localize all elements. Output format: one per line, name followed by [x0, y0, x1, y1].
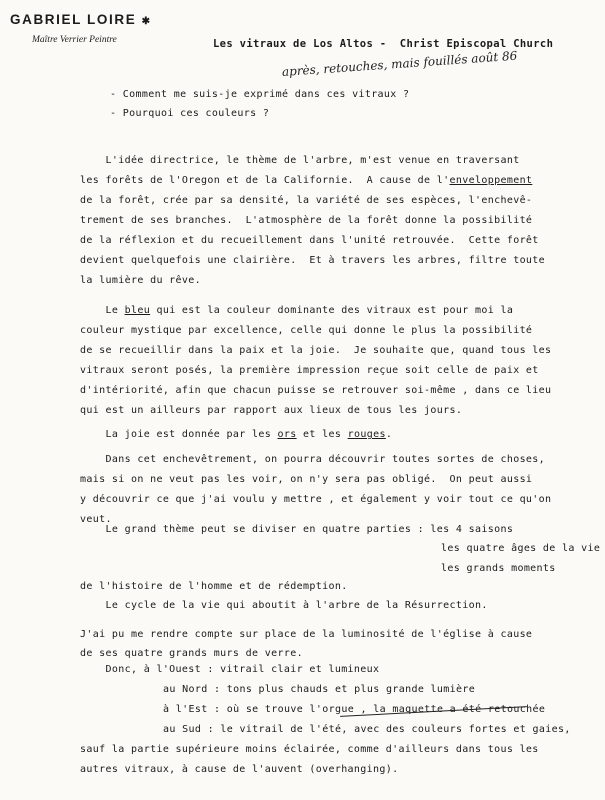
text-line: qui est un ailleurs par rapport aux lieux de tous les jours.	[80, 405, 463, 416]
struck-text: la maquette a été retouchée	[373, 704, 546, 715]
text-line: Le cycle de la vie qui aboutit à l'arbre de la Résurrection.	[80, 600, 488, 611]
text-line: au Sud : le vitrail de l'été, avec des couleurs fortes et gaies,	[163, 724, 571, 735]
letterhead-subtitle: Maître Verrier Peintre	[32, 35, 117, 45]
text-line: Dans cet enchevêtrement, on pourra découvrir toutes sortes de choses,	[80, 454, 546, 465]
underlined-word: enveloppement	[449, 175, 533, 186]
underlined-word: ors	[277, 429, 297, 440]
text-line: de ses quatre grands murs de verre.	[80, 648, 303, 659]
star-icon: ✱	[141, 16, 151, 27]
underlined-word: bleu	[124, 305, 151, 316]
document-title: Les vitraux de Los Altos - Christ Episcopal Church	[213, 38, 554, 50]
text-line: de la forêt, crée par sa densité, la variété de ses espèces, l'enchevê-	[80, 195, 533, 206]
text-line: la lumière du rêve.	[80, 275, 202, 286]
text-line: Le bleu qui est la couleur dominante des vitraux est pour moi la	[80, 305, 514, 316]
text-line: Le grand thème peut se diviser en quatre parties : les 4 saisons	[80, 524, 514, 535]
joy-line: La joie est donnée par les ors et les rouges.	[80, 429, 393, 440]
text-line: couleur mystique par excellence, celle qui donne le plus la possibilité	[80, 325, 533, 336]
text-line: devient quelquefois une clairière. Et à travers les arbres, filtre toute	[80, 255, 546, 266]
question-1: - Comment me suis-je exprimé dans ces vitraux ?	[110, 89, 410, 100]
text-line: mais si on ne veut pas les voir, on n'y sera pas obligé. On peut aussi	[80, 474, 533, 485]
text-line: de la réflexion et du recueillement dans l'unité retrouvée. Cette forêt	[80, 235, 539, 246]
text-line: L'idée directrice, le thème de l'arbre, m'est venue en traversant	[80, 155, 520, 166]
underlined-word: rouges	[347, 429, 386, 440]
question-2: - Pourquoi ces couleurs ?	[110, 108, 270, 119]
text-line: les grands moments	[441, 563, 556, 574]
text-line: Donc, à l'Ouest : vitrail clair et lumineux	[80, 664, 380, 675]
text-line: de l'histoire de l'homme et de rédemption.	[80, 581, 348, 592]
text-line: les forêts de l'Oregon et de la Californie. A cause de l'enveloppement	[80, 175, 533, 186]
text-line: sauf la partie supérieure moins éclairée, comme d'ailleurs dans tous les	[80, 744, 539, 755]
text-line: de se recueillir dans la paix et la joie. Je souhaite que, quand tous les	[80, 345, 552, 356]
handwritten-note: après, retouches, mais fouillés août 86	[281, 48, 518, 79]
text-line: vitraux seront posés, la première impression reçue soit celle de paix et	[80, 365, 539, 376]
text-line: au Nord : tons plus chauds et plus grande lumière	[163, 684, 476, 695]
text-line: J'ai pu me rendre compte sur place de la luminosité de l'église à cause	[80, 629, 533, 640]
text-line: y découvrir ce que j'ai voulu y mettre , et également y voir tout ce qu'on	[80, 494, 552, 505]
text-line: autres vitraux, à cause de l'auvent (overhanging).	[80, 764, 399, 775]
text-line: d'intériorité, afin que chacun puisse se retrouver soi-même , dans ce lieu	[80, 385, 552, 396]
letterhead-name: GABRIEL LOIRE ✱	[10, 12, 151, 27]
text-line: à l'Est : où se trouve l'orgue , la maquette a été retouchée	[163, 704, 546, 715]
text-line: trement de ses branches. L'atmosphère de la forêt donne la possibilité	[80, 215, 533, 226]
text-line: veut.	[80, 514, 112, 525]
text-line: les quatre âges de la vie	[441, 543, 601, 554]
